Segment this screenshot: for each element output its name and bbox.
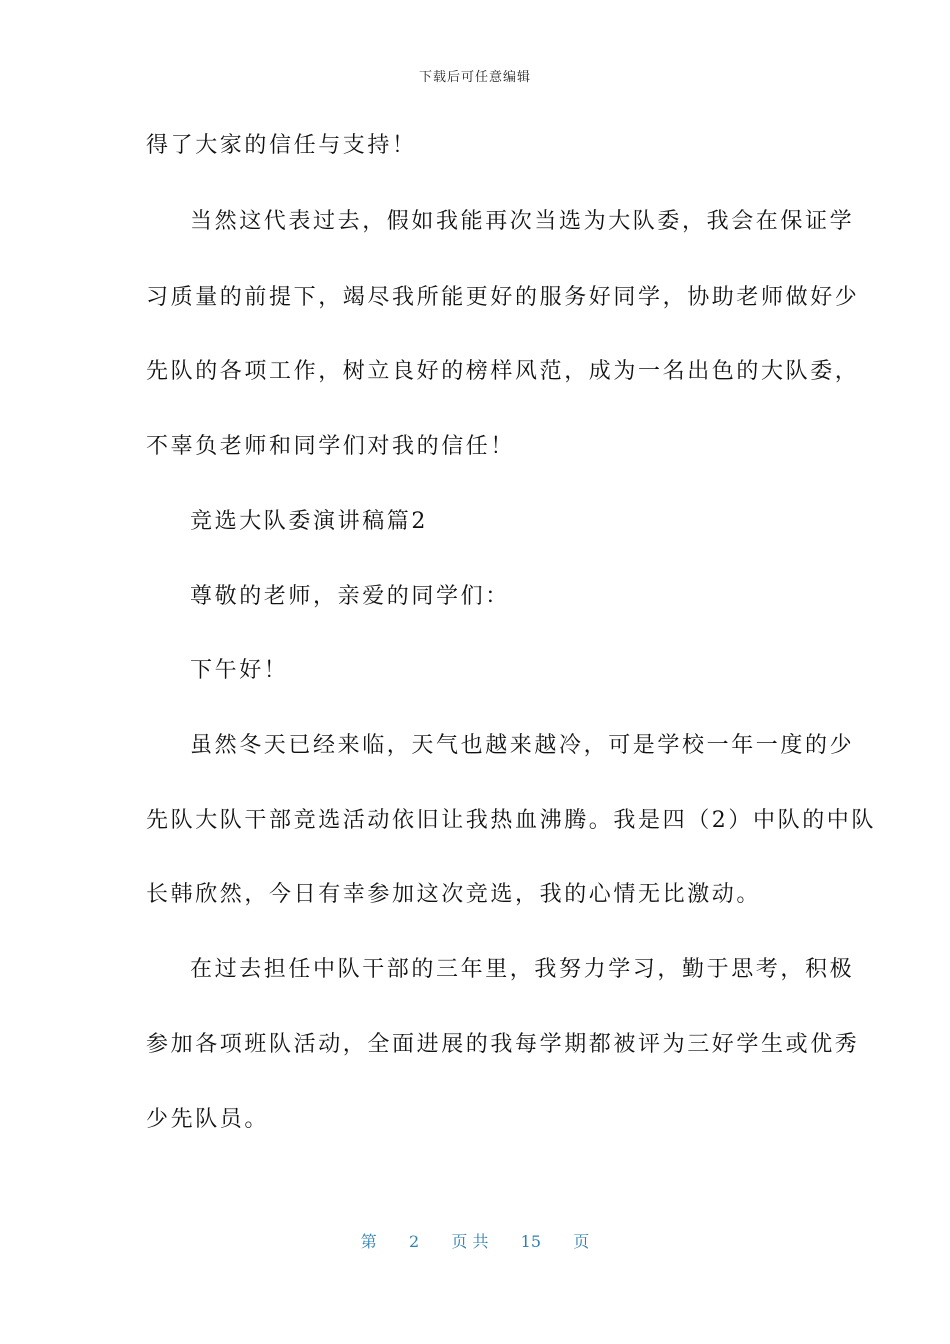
footer-suffix: 页 bbox=[573, 1232, 590, 1251]
paragraph-line: 习质量的前提下，竭尽我所能更好的服务好同学，协助老师做好少 bbox=[146, 285, 860, 310]
greeting: 下午好！ bbox=[190, 658, 289, 683]
page-footer bbox=[0, 1229, 950, 1252]
footer-prefix: 第 bbox=[360, 1232, 377, 1251]
paragraph-line: 先队大队干部竞选活动依旧让我热血沸腾。我是四（2）中队的中队 bbox=[146, 808, 876, 833]
footer-middle: 页 共 bbox=[451, 1232, 489, 1251]
salutation: 尊敬的老师，亲爱的同学们： bbox=[190, 584, 510, 609]
paragraph-line: 当然这代表过去，假如我能再次当选为大队委，我会在保证学 bbox=[190, 209, 855, 234]
paragraph-line: 在过去担任中队干部的三年里，我努力学习，勤于思考，积极 bbox=[190, 957, 855, 982]
paragraph-line: 少先队员。 bbox=[146, 1107, 270, 1132]
paragraph-line: 得了大家的信任与支持！ bbox=[146, 133, 417, 158]
paragraph-line: 虽然冬天已经来临，天气也越来越冷，可是学校一年一度的少 bbox=[190, 733, 855, 758]
page-header-note: 下载后可任意编辑 bbox=[418, 70, 531, 85]
paragraph-line: 不辜负老师和同学们对我的信任！ bbox=[146, 434, 516, 459]
paragraph-line: 长韩欣然，今日有幸参加这次竞选，我的心情无比激动。 bbox=[146, 882, 762, 907]
paragraph-line: 参加各项班队活动，全面进展的我每学期都被评为三好学生或优秀 bbox=[146, 1032, 860, 1057]
section-heading: 竞选大队委演讲稿篇2 bbox=[190, 509, 428, 534]
footer-page-number: 2 bbox=[408, 1232, 420, 1251]
footer-total-pages: 15 bbox=[520, 1232, 541, 1251]
paragraph-line: 先队的各项工作，树立良好的榜样风范，成为一名出色的大队委， bbox=[146, 359, 860, 384]
